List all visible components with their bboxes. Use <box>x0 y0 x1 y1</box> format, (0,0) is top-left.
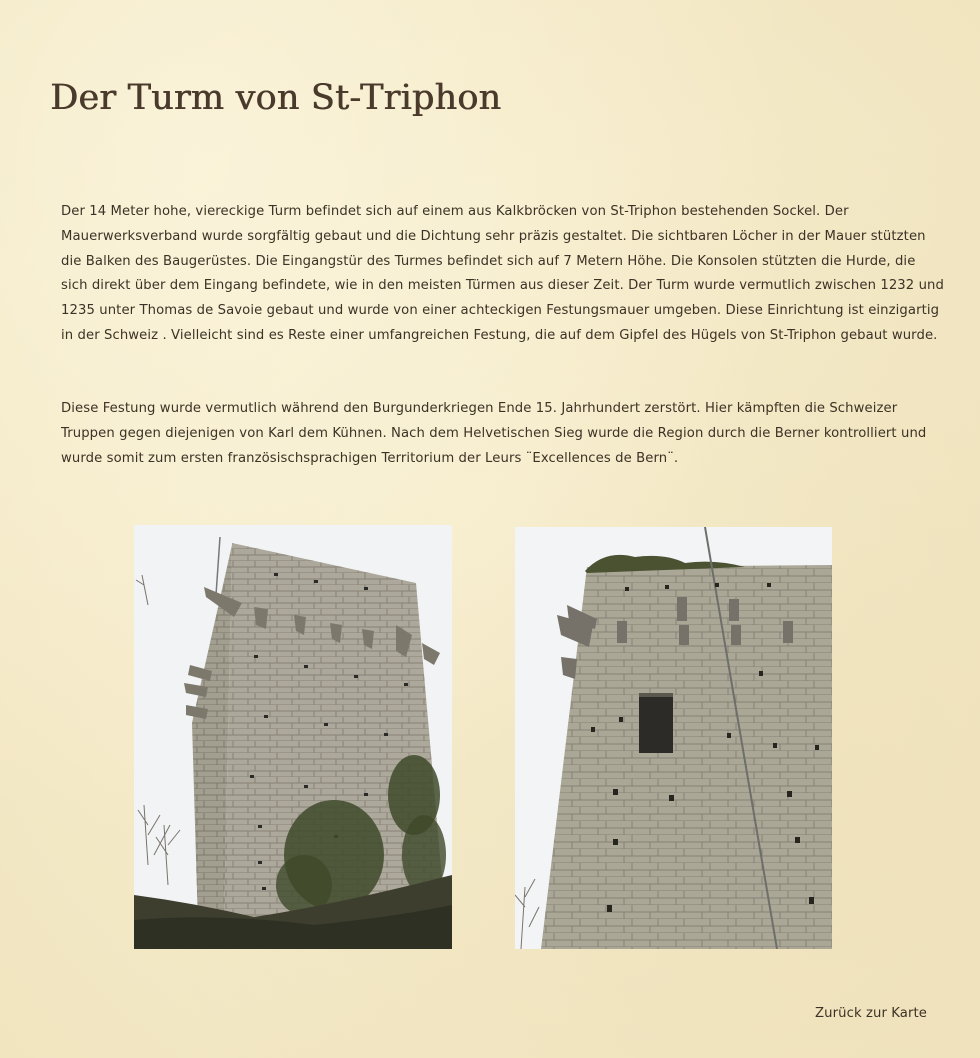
tower-photo-full-view <box>134 525 452 949</box>
back-to-map-link[interactable]: Zurück zur Karte <box>815 1006 927 1021</box>
tower-photo-entrance-detail <box>515 527 832 949</box>
page-title: Der Turm von St-Triphon <box>50 78 502 118</box>
paragraph-tower-description: Der 14 Meter hohe, viereckige Turm befindet sich auf einem aus Kalkbröcken von St-Triphon bestehenden Sockel. Der Mauerwerksverband wurde sorgfältig gebaut und die Dichtung sehr präzis gestaltet. Die sichtbaren Löcher in der Mauer stützten die Balken des Baugerüstes. Die Eingangstür des Turmes befindet sich auf 7 Metern Höhe. Die Konsolen stützten die Hurde, die sich direkt über dem Eingang befindete, wie in den meisten Türmen aus dieser Zeit. Der Turm wurde vermutlich zwischen 1232 und 1235 unter Thomas de Savoie gebaut und wurde von einer achteckigen Festungsmauer umgeben. Diese Einrichtung ist einzigartig in der Schweiz . Vielleicht sind es Reste einer umfangreichen Festung, die auf dem Gipfel des Hügels von St-Triphon gebaut wurde. <box>61 204 944 343</box>
paragraph-fortress-history: Diese Festung wurde vermutlich während den Burgunderkriegen Ende 15. Jahrhundert zerstört. Hier kämpften die Schweizer Truppen gegen diejenigen von Karl dem Kühnen. Nach dem Helvetischen Sieg wurde die Region durch die Berner kontrolliert und wurde somit zum ersten französischsprachigen Territorium der Leurs ¨Excellences de Bern¨. <box>61 401 927 466</box>
